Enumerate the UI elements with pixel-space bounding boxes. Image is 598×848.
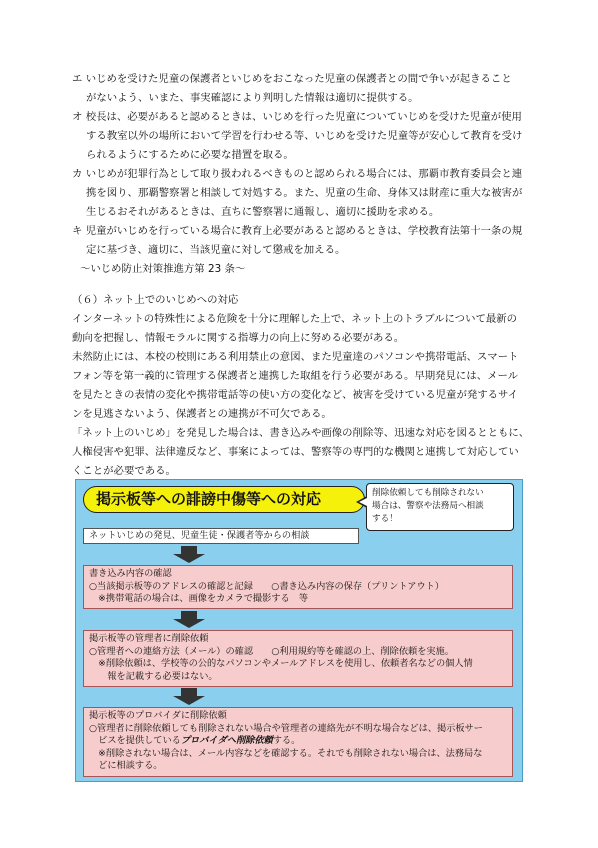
step-3-line-3: ※削除されない場合は、メール内容などを確認する。それでも削除されない場合は、法務局な — [89, 747, 483, 759]
arrow-2-shaft — [181, 611, 197, 619]
step-3-heading: 掲示板等のプロバイダに削除依頼 — [89, 710, 227, 721]
step-discovery: ネットいじめの発見、児童生徒・保護者等からの相談 — [83, 528, 359, 544]
step-3-line-2-post: する。 — [272, 735, 301, 747]
para-2-line-3: を見たときの表情の変化や携帯電話等の使い方の変化など、被害を受けている児童が発するサイ — [72, 389, 519, 401]
step-3-line-2-pre: ビスを提供している — [89, 735, 181, 747]
step-confirm-content — [83, 565, 513, 609]
arrow-2-head — [173, 619, 205, 628]
item-e-line-2: がないよう、いまた、事実確認により判明した情報は適切に提供する。 — [86, 92, 419, 104]
item-ka-line-2: 携を図り、那覇警察署と相談して対処する。また、児童の生命、身体又は財産に重大な被害が — [86, 187, 523, 199]
para-3-line-1: 「ネット上のいじめ」を発見した場合は、書き込みや画像の削除等、迅速な対応を図るとともに、 — [72, 427, 530, 439]
step-3-line-2 — [89, 735, 507, 748]
para-1-line-2: 動向を把握し、情報モラルに関する指導力の向上に努める必要がある。 — [72, 332, 405, 344]
para-3-line-3: くことが必要である。 — [72, 465, 176, 477]
item-ki-line-2: 定に基づき、適切に、当該児童に対して懲戒を加える。 — [86, 244, 346, 256]
item-o-line-1: オ 校長は、必要があると認めるときは、いじめを行った児童についていじめを受けた児童が使用 — [72, 111, 522, 123]
step-admin-deletion — [83, 630, 513, 687]
callout-pointer-fill — [359, 498, 367, 506]
callout-line-1: 削除依頼しても削除されない — [372, 488, 484, 498]
para-2-line-2: フォン等を第一義的に管理する保護者と連携した取組を行う必要がある。早期発見には、メール — [72, 370, 519, 382]
arrow-3-head — [173, 696, 205, 705]
step-provider-deletion — [83, 707, 513, 777]
para-1-line-1: インターネットの特殊性による危険を十分に理解した上で、ネット上のトラブルについて最新の — [72, 313, 518, 325]
item-o-line-3: られるようにするために必要な措置を取る。 — [86, 149, 294, 161]
arrow-3-shaft — [181, 688, 197, 696]
step-1-line-1: ○当該掲示板等のアドレスの確認と記録 ○書き込み内容の保存（プリントアウト） — [89, 580, 445, 592]
step-2-line-3: 報を記載する必要はない。 — [89, 670, 218, 682]
step-3-line-4: どに相談する。 — [89, 760, 163, 772]
callout-line-2: 場合は、警察や法務局へ相談 — [372, 501, 484, 511]
item-ki-line-1: キ 児童がいじめを行っている場合に教育上必要があると認めるときは、学校教育法第十一条の規 — [72, 225, 523, 237]
para-2-line-1: 未然防止には、本校の校則にある利用禁止の意図、また児童達のパソコンや携帯電話、スマート — [72, 351, 519, 363]
step-3-line-1: ○管理者に削除依頼しても削除されない場合や管理者の連絡先が不明な場合などは、掲示板サー — [89, 722, 483, 734]
step-2-line-1: ○管理者への連絡方法（メール）の確認 ○利用規約等を確認の上、削除依頼を実施。 — [89, 645, 454, 657]
para-3-line-2: 人権侵害や犯罪、法律違反など、事案によっては、警察等の専門的な機関と連携して対応してい — [72, 446, 519, 458]
step-3-line-2-emphasis: プロバイダへ削除依頼 — [180, 735, 273, 747]
arrow-1-shaft — [181, 546, 197, 554]
step-1-heading: 書き込み内容の確認 — [89, 568, 172, 579]
law-reference: 〜いじめ防止対策推進方第 23 条〜 — [80, 263, 246, 275]
callout-line-3: する！ — [372, 514, 398, 524]
flow-diagram — [75, 479, 523, 782]
section-heading: （６）ネット上でのいじめへの対応 — [72, 294, 239, 306]
item-ka-line-1: カ いじめが犯罪行為として取り扱われるべきものと認められる場合には、那覇市教育委員会と連 — [72, 168, 523, 180]
diagram-title: 掲示板等への誹謗中傷等への対応 — [83, 486, 365, 513]
para-2-line-4: ンを見逃さないよう、保護者との連携が不可欠である。 — [72, 408, 332, 420]
step-2-line-2: ※削除依頼は、学校等の公的なパソコンやメールアドレスを使用し、依頼者名などの個人情 — [89, 658, 473, 670]
arrow-1-head — [173, 554, 205, 563]
callout-box — [366, 483, 514, 531]
item-e-line-1: エ いじめを受けた児童の保護者といじめをおこなった児童の保護者との間で争いが起きること — [72, 73, 512, 85]
item-o-line-2: する教室以外の場所において学習を行わせる等、いじめを受けた児童等が安心して教育を受け — [86, 130, 523, 142]
step-1-line-2: ※携帯電話の場合は、画像をカメラで撮影する 等 — [89, 593, 309, 605]
step-2-heading: 掲示板等の管理者に削除依頼 — [89, 633, 209, 644]
item-ka-line-3: 生じるおそれがあるときは、直ちに警察署に通報し、適切に援助を求める。 — [86, 206, 440, 218]
